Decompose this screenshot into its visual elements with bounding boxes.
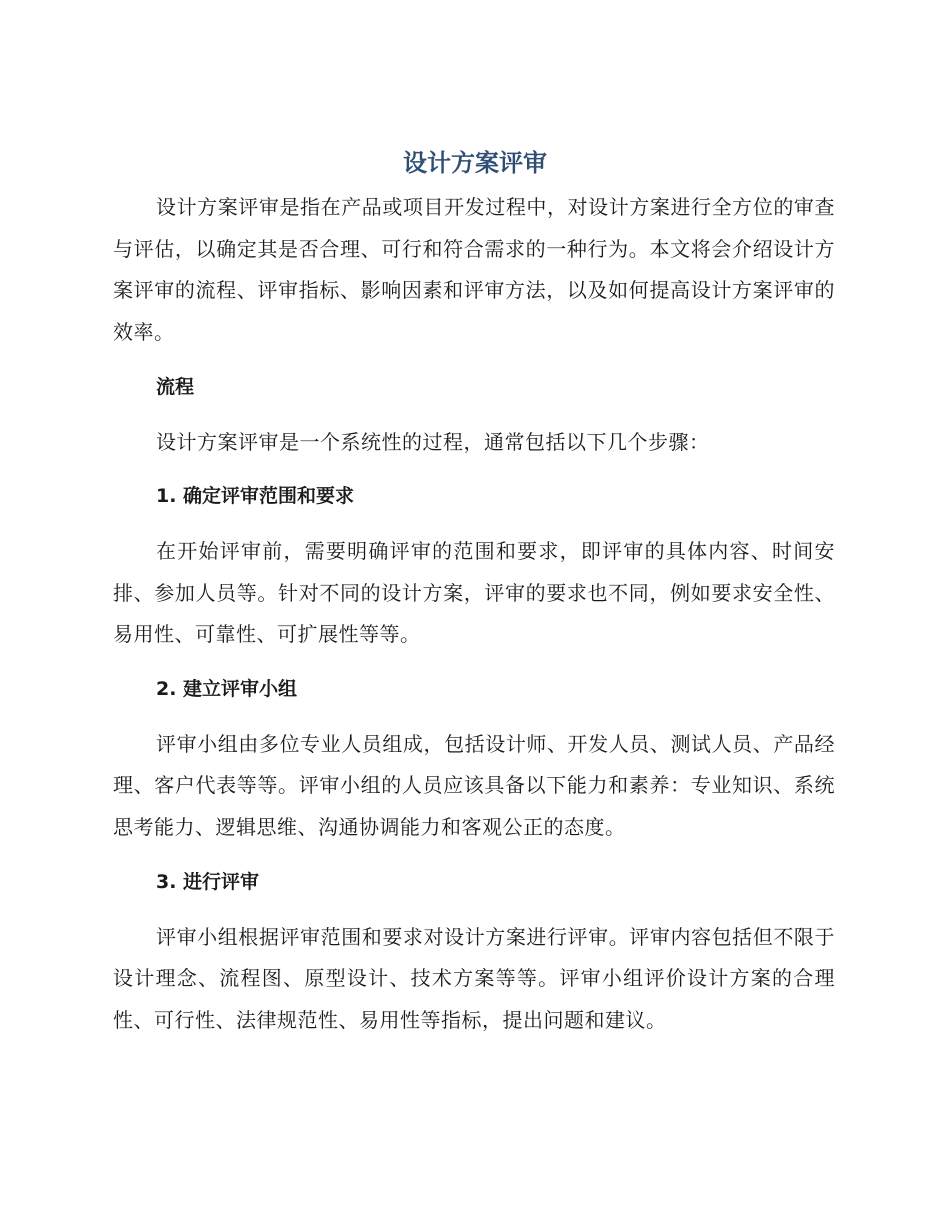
step-paragraph-2: 评审小组由多位专业人员组成，包括设计师、开发人员、测试人员、产品经理、客户代表等等。评审小组的人员应该具备以下能力和素养：专业知识、系统思考能力、逻辑思维、沟通协调能力和客观公正的态度。: [113, 731, 835, 840]
spacer: [113, 904, 835, 917]
spacer: [113, 711, 835, 724]
step-paragraph-3: 评审小组根据评审范围和要求对设计方案进行评审。评审内容包括但不限于设计理念、流程图、原型设计、技术方案等等。评审小组评价设计方案的合理性、可行性、法律规范性、易用性等指标，提出问题和建议。: [113, 924, 835, 1032]
spacer: [113, 849, 835, 862]
document-body: [113, 187, 835, 1042]
spacer: [113, 463, 835, 476]
process-intro-paragraph: 设计方案评审是一个系统性的过程，通常包括以下几个步骤：: [156, 429, 710, 454]
step-heading-1: 1. 确定评审范围和要求: [156, 485, 355, 508]
step-heading-3: 3. 进行评审: [156, 870, 260, 893]
step-paragraph-1: 在开始评审前，需要明确评审的范围和要求，即评审的具体内容、时间安排、参加人员等。针对不同的设计方案，评审的要求也不同，例如要求安全性、易用性、可靠性、可扩展性等等。: [113, 538, 835, 647]
spacer: [113, 656, 835, 669]
section-heading-process: 流程: [156, 375, 195, 398]
step-heading-2: 2. 建立评审小组: [156, 678, 298, 701]
document-title: 设计方案评审: [403, 149, 547, 177]
spacer: [113, 409, 835, 422]
intro-paragraph: 设计方案评审是指在产品或项目开发过程中，对设计方案进行全方位的审查与评估，以确定其是否合理、可行和符合需求的一种行为。本文将会介绍设计方案评审的流程、评审指标、影响因素和评审方法，以及如何提高设计方案评审的效率。: [113, 195, 835, 345]
spacer: [113, 518, 835, 531]
spacer: [113, 354, 835, 367]
